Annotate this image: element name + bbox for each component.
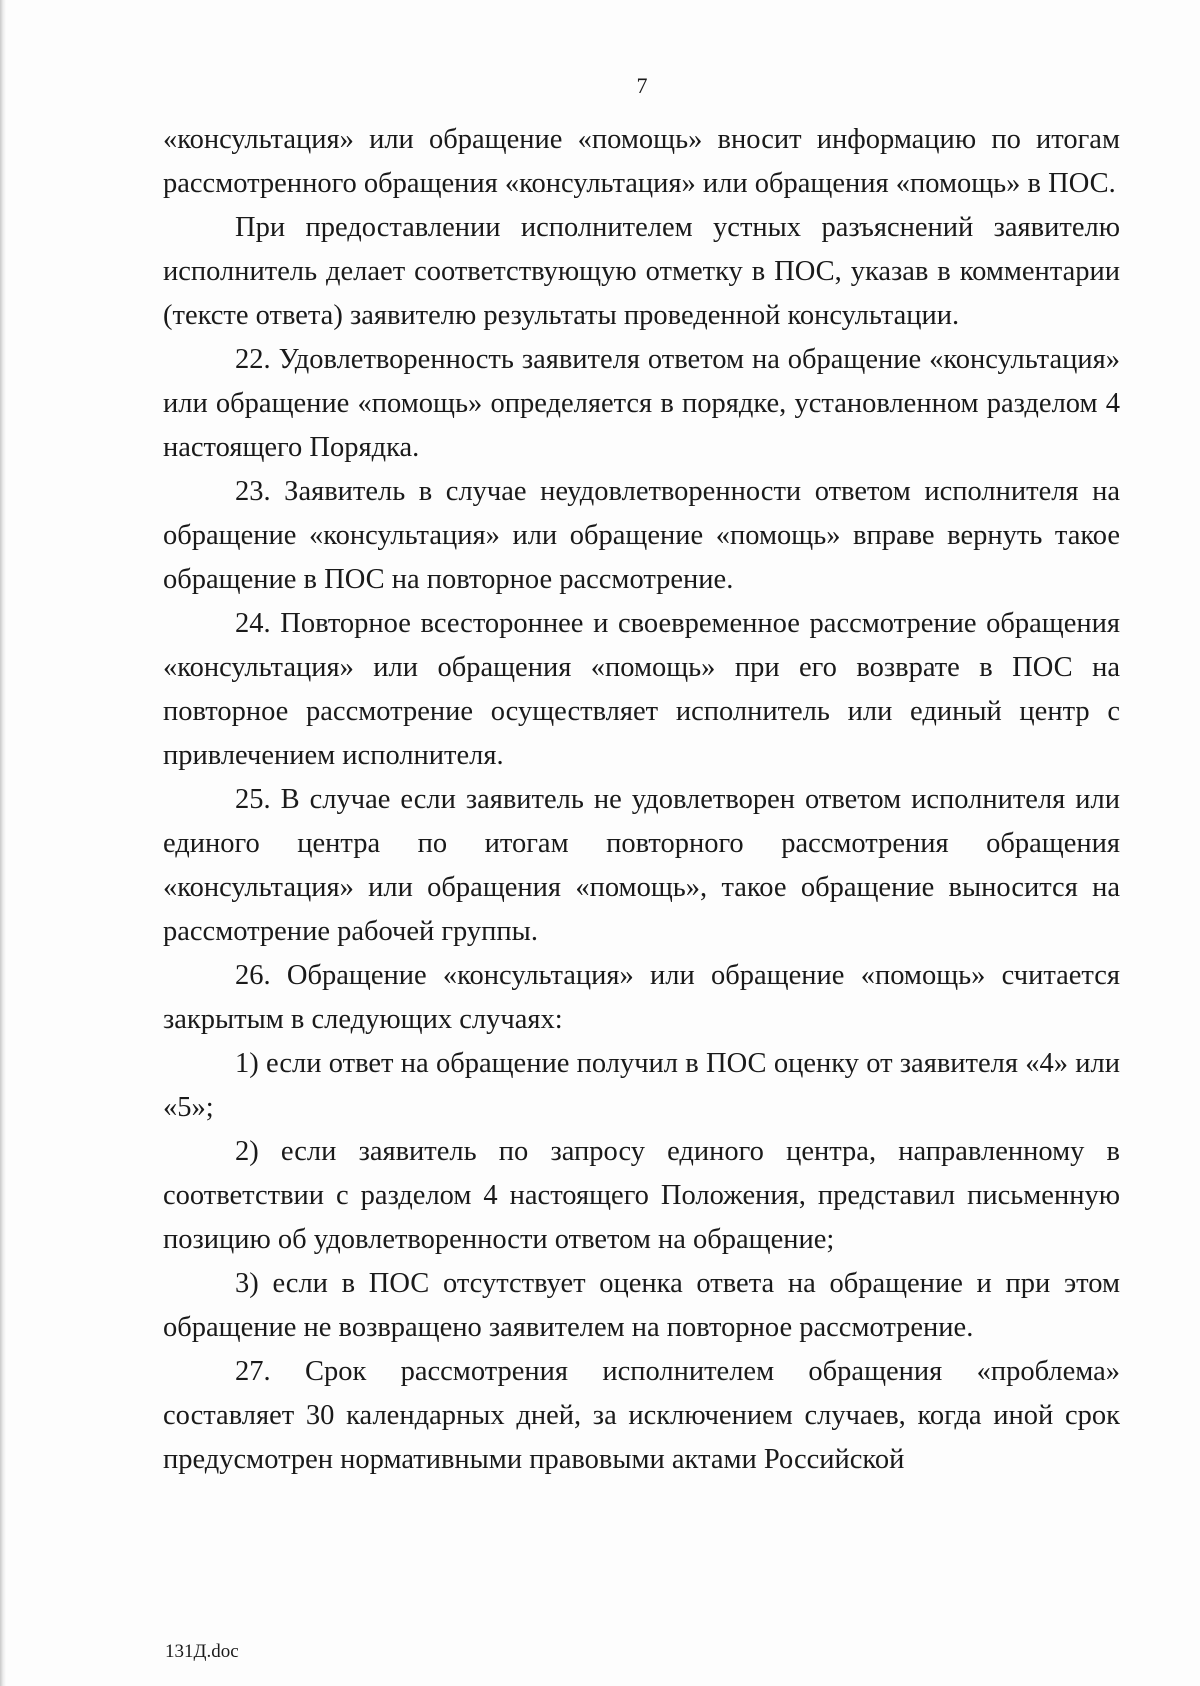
paragraph-continuation: «консультация» или обращение «помощь» вносит информацию по итогам рассмотренного обращения «консультация» или обращения «помощь» в ПОС. (163, 124, 1120, 199)
file-name-footer: 131Д.doc (165, 1641, 239, 1662)
list-item-3: 3) если в ПОС отсутствует оценка ответа на обращение и при этом обращение не возвращено заявителем на повторное рассмотрение. (163, 1268, 1120, 1343)
paragraph-22: 22. Удовлетворенность заявителя ответом на обращение «консультация» или обращение «помощь» определяется в порядке, установленном разделом 4 настоящего Порядка. (163, 344, 1120, 463)
scan-edge (0, 0, 6, 1686)
page-number: 7 (636, 73, 648, 98)
list-item-2: 2) если заявитель по запросу единого центра, направленному в соответствии с разделом 4 настоящего Положения, представил письменную позицию об удовлетворенности ответом на обращение; (163, 1136, 1120, 1255)
paragraph-27: 27. Срок рассмотрения исполнителем обращения «проблема» составляет 30 календарных дней, за исключением случаев, когда иной срок предусмотрен нормативными правовыми актами Российской (163, 1356, 1120, 1475)
paragraph-26: 26. Обращение «консультация» или обращение «помощь» считается закрытым в следующих случаях: (163, 960, 1120, 1035)
paragraph-24: 24. Повторное всестороннее и своевременное рассмотрение обращения «консультация» или обращения «помощь» при его возврате в ПОС на повторное рассмотрение осуществляет исполнитель или единый центр с привлечением исполнителя. (163, 608, 1120, 771)
paragraph-25: 25. В случае если заявитель не удовлетворен ответом исполнителя или единого центра по итогам повторного рассмотрения обращения «консультация» или обращения «помощь», такое обращение выносится на рассмотрение рабочей группы. (163, 784, 1120, 947)
document-body (163, 118, 1120, 1482)
list-item-1: 1) если ответ на обращение получил в ПОС оценку от заявителя «4» или «5»; (163, 1048, 1120, 1123)
paragraph-oral-explanations: При предоставлении исполнителем устных разъяснений заявителю исполнитель делает соответствующую отметку в ПОС, указав в комментарии (тексте ответа) заявителю результаты проведенной консультации. (163, 212, 1120, 331)
paragraph-23: 23. Заявитель в случае неудовлетворенности ответом исполнителя на обращение «консультация» или обращение «помощь» вправе вернуть такое обращение в ПОС на повторное рассмотрение. (163, 476, 1120, 595)
